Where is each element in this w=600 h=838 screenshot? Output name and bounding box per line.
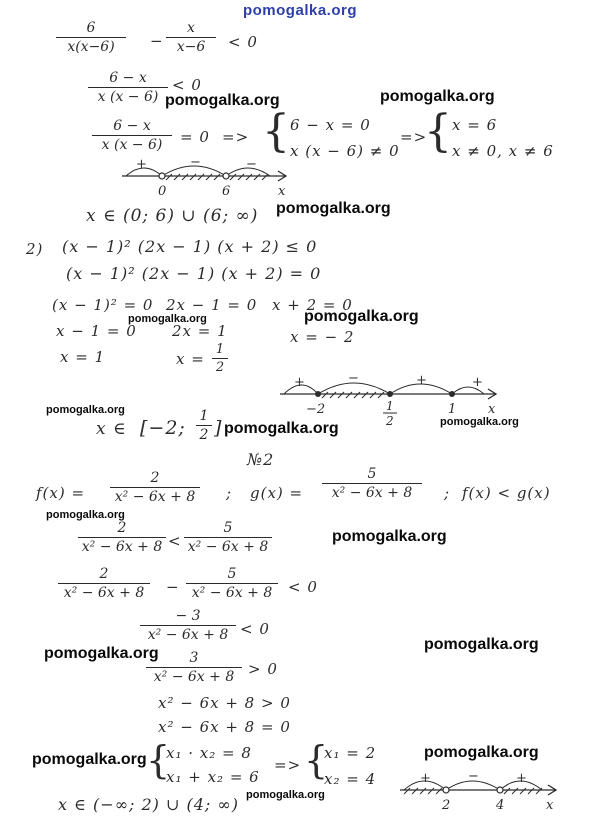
tick-label: −2	[306, 402, 326, 417]
p2-case3-b: x = − 2	[290, 328, 355, 346]
fraction-bar	[110, 487, 200, 488]
t2-separator: ;	[226, 484, 233, 502]
fraction-numerator: 5	[367, 466, 377, 482]
t2-g-lhs: g(x) =	[250, 484, 304, 502]
p1-line1-relation: < 0	[228, 33, 258, 51]
fraction-bar	[322, 483, 422, 484]
watermark: pomogalka.org	[424, 636, 539, 653]
fraction-denominator: 2	[215, 360, 225, 375]
t2-step1-relation: <	[168, 532, 182, 550]
t2-step3-relation: < 0	[240, 620, 270, 638]
p1-number-line	[118, 152, 298, 202]
p2-case2-b: 2x = 1	[172, 322, 228, 340]
sign-label: −	[468, 769, 479, 784]
t2-root2: x₂ = 4	[324, 770, 377, 788]
t2-vieta-arrow: =>	[274, 756, 302, 774]
sign-label: +	[420, 771, 431, 786]
t2-f-fraction	[110, 470, 200, 505]
p2-answer-fraction	[196, 408, 212, 443]
p1-line1-fraction-right	[166, 20, 216, 55]
fraction-numerator: 5	[227, 566, 237, 582]
hatching	[322, 392, 384, 398]
t2-vieta-sum: x₁ + x₂ = 6	[166, 768, 260, 786]
p2-answer-prefix: x ∈	[96, 419, 127, 439]
open-point	[159, 173, 165, 179]
fraction-numerator: 6 − x	[109, 70, 147, 86]
open-point	[443, 787, 449, 793]
watermark-top: pomogalka.org	[242, 2, 357, 19]
p2-case2-fraction	[212, 342, 228, 375]
fraction-numerator: 2	[117, 520, 127, 536]
system-brace: {	[424, 106, 452, 157]
sign-label: −	[190, 155, 201, 170]
fraction-bar	[140, 625, 236, 626]
fraction-numerator: 1	[199, 408, 209, 424]
fraction-denominator: x² − 6x + 8	[63, 585, 145, 601]
watermark: pomogalka.org	[46, 404, 125, 416]
fraction-numerator: x	[187, 20, 195, 36]
fraction-numerator: 2	[99, 566, 109, 582]
p2-answer-open: [−2;	[140, 417, 186, 439]
t2-step4-relation: > 0	[248, 660, 278, 678]
p2-answer-close: ]	[214, 417, 223, 439]
fraction-denominator: x² − 6x + 8	[331, 485, 413, 501]
t2-step2-minus: −	[166, 578, 180, 596]
fraction-bar	[166, 37, 216, 38]
p2-case1-c: x = 1	[60, 348, 106, 366]
t2-step5: x² − 6x + 8 > 0	[158, 694, 291, 712]
tick-label: 2	[442, 798, 451, 813]
watermark: pomogalka.org	[332, 528, 447, 545]
watermark: pomogalka.org	[246, 789, 325, 801]
t2-g-fraction	[322, 466, 422, 501]
tick-label: 1	[448, 402, 457, 417]
t2-number-line	[396, 764, 566, 816]
task2-heading: №2	[247, 450, 275, 469]
t2-answer: x ∈ (−∞; 2) ∪ (4; ∞)	[58, 795, 239, 814]
t2-condition: f(x) < g(x)	[462, 484, 551, 502]
fraction-denominator: x−6	[176, 39, 206, 55]
fraction-bar	[56, 37, 126, 38]
fraction-bar	[186, 583, 278, 584]
t2-step2-fraction-left	[58, 566, 150, 601]
system-brace: {	[146, 738, 171, 782]
sign-label: +	[516, 771, 527, 786]
sign-label: +	[472, 375, 483, 390]
fraction-denominator: x (x − 6)	[101, 137, 163, 153]
tick-label-denominator: 2	[386, 414, 394, 428]
sign-label: −	[246, 157, 257, 172]
watermark: pomogalka.org	[165, 92, 280, 109]
p2-inequality: (x − 1)² (2x − 1) (x + 2) ≤ 0	[62, 237, 318, 256]
t2-step1-fraction-left	[78, 520, 166, 555]
hatching	[166, 174, 268, 180]
hatching	[404, 788, 542, 794]
fraction-denominator: x² − 6x + 8	[153, 669, 235, 685]
fraction-numerator: − 3	[175, 608, 201, 624]
watermark: pomogalka.org	[440, 416, 519, 428]
axis-variable-label: x	[278, 184, 286, 199]
p1-line2-fraction	[88, 70, 168, 105]
fraction-numerator: 6	[86, 20, 96, 36]
filled-point	[449, 391, 455, 397]
filled-point	[315, 391, 321, 397]
t2-separator: ;	[444, 484, 451, 502]
t2-step2-fraction-right	[186, 566, 278, 601]
watermark: pomogalka.org	[224, 420, 339, 437]
t2-step3-fraction	[140, 608, 236, 643]
fraction-denominator: x(x−6)	[67, 39, 115, 55]
p1-line1-fraction-left	[56, 20, 126, 55]
axis-variable-label: x	[488, 402, 496, 417]
t2-step6: x² − 6x + 8 = 0	[158, 718, 291, 736]
t2-step2-relation: < 0	[288, 578, 318, 596]
watermark: pomogalka.org	[380, 88, 495, 105]
system-brace: {	[304, 738, 329, 782]
p1-system-eq-b: x (x − 6) ≠ 0	[290, 142, 400, 160]
p1-answer: x ∈ (0; 6) ∪ (6; ∞)	[86, 206, 259, 226]
fraction-bar	[184, 537, 272, 538]
fraction-denominator: x² − 6x + 8	[147, 627, 229, 643]
fraction-bar	[78, 537, 166, 538]
watermark: pomogalka.org	[46, 509, 125, 521]
fraction-denominator: x² − 6x + 8	[81, 539, 163, 555]
sign-label: +	[294, 375, 305, 390]
t2-f-lhs: f(x) =	[36, 484, 86, 502]
fraction-bar	[196, 425, 212, 426]
t2-step4-fraction	[146, 650, 242, 685]
tick-label: 0	[158, 184, 167, 199]
fraction-denominator: x² − 6x + 8	[191, 585, 273, 601]
t2-vieta-product: x₁ · x₂ = 8	[166, 744, 252, 762]
fraction-denominator: x (x − 6)	[97, 89, 159, 105]
sign-label: +	[136, 157, 147, 172]
p1-line3-fraction	[92, 118, 172, 153]
fraction-bar	[88, 87, 168, 88]
p2-case3-a: x + 2 = 0	[272, 296, 353, 314]
p1-line3-relation: = 0	[180, 128, 210, 146]
p2-case1-a: (x − 1)² = 0	[52, 296, 154, 314]
watermark: pomogalka.org	[304, 308, 419, 325]
p1-line2-relation: < 0	[172, 76, 202, 94]
tick-label: 4	[496, 798, 505, 813]
watermark: pomogalka.org	[32, 751, 147, 768]
p2-case1-b: x − 1 = 0	[56, 322, 137, 340]
filled-point	[387, 391, 393, 397]
p1-result-a: x = 6	[452, 116, 498, 134]
tick-label: 6	[222, 184, 231, 199]
fraction-denominator: 2	[199, 427, 209, 443]
t2-root1: x₁ = 2	[324, 744, 377, 762]
p2-label: 2)	[26, 240, 44, 258]
fraction-bar	[92, 135, 172, 136]
fraction-numerator: 3	[189, 650, 199, 666]
p1-result-b: x ≠ 0, x ≠ 6	[452, 142, 554, 160]
axis-variable-label: x	[546, 798, 554, 813]
open-point	[223, 173, 229, 179]
p2-equation: (x − 1)² (2x − 1) (x + 2) = 0	[66, 264, 322, 283]
system-brace: {	[262, 106, 290, 157]
watermark: pomogalka.org	[424, 744, 539, 761]
open-point	[497, 787, 503, 793]
fraction-numerator: 1	[215, 342, 225, 357]
p1-result-arrow: =>	[400, 128, 428, 146]
watermark: pomogalka.org	[128, 313, 207, 325]
fraction-numerator: 6 − x	[113, 118, 151, 134]
fraction-denominator: x² − 6x + 8	[114, 489, 196, 505]
sign-label: −	[348, 371, 359, 386]
t2-step1-fraction-right	[184, 520, 272, 555]
p1-system-eq-a: 6 − x = 0	[290, 116, 371, 134]
p1-line3-arrow: =>	[222, 128, 250, 146]
p2-case2-c: x =	[176, 350, 205, 368]
tick-label-numerator: 1	[386, 399, 394, 413]
p1-line1-minus: −	[150, 32, 164, 50]
fraction-bar	[58, 583, 150, 584]
fraction-bar	[146, 667, 242, 668]
sign-label: +	[416, 373, 427, 388]
watermark: pomogalka.org	[44, 645, 159, 662]
fraction-bar	[212, 358, 228, 359]
fraction-denominator: x² − 6x + 8	[187, 539, 269, 555]
watermark: pomogalka.org	[276, 200, 391, 217]
fraction-numerator: 5	[223, 520, 233, 536]
p2-case2-a: 2x − 1 = 0	[166, 296, 258, 314]
fraction-numerator: 2	[150, 470, 160, 486]
